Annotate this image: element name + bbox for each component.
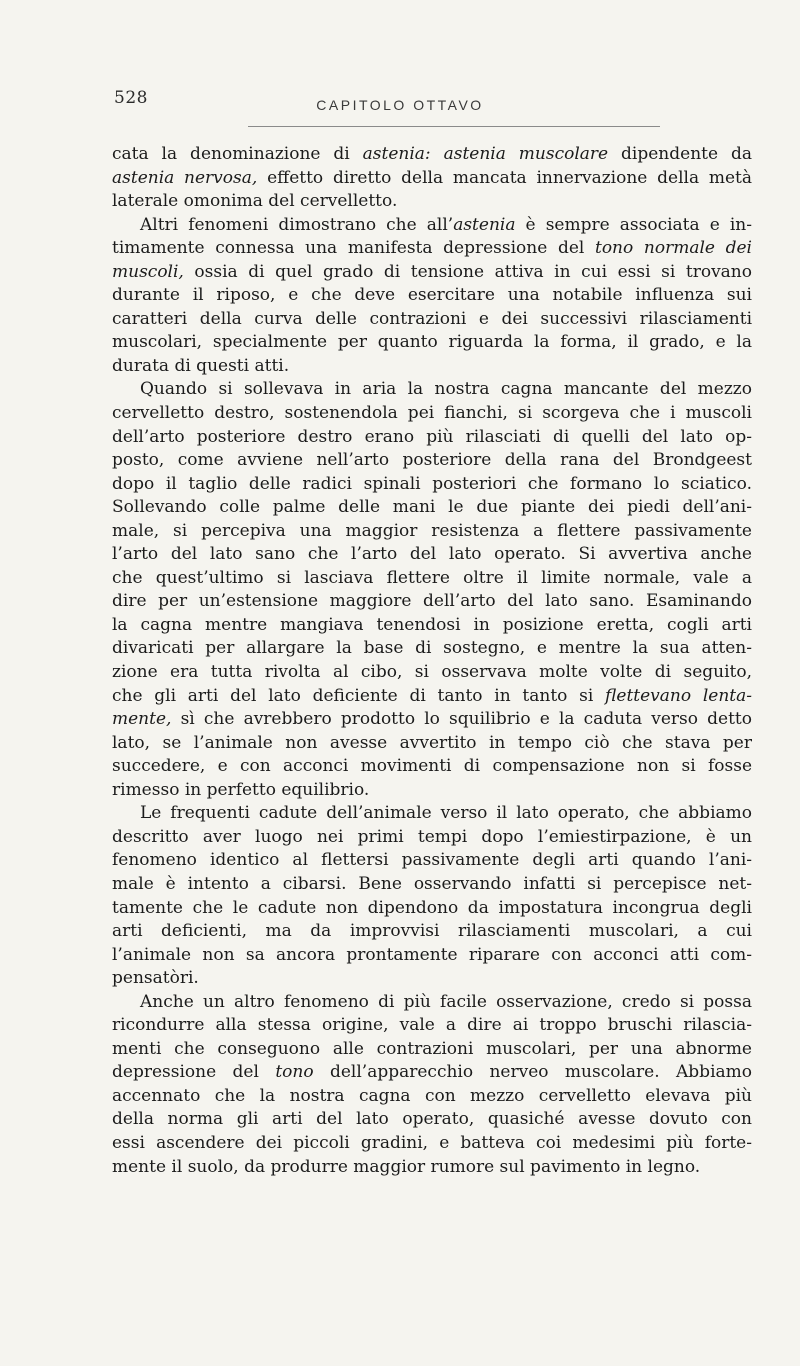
text-line	[112, 355, 752, 379]
italic-span: mente,	[112, 709, 172, 730]
text-span: la cagna mentre mangiava tenendosi in posizione eretta, cogli arti	[112, 614, 752, 635]
text-line	[112, 214, 752, 238]
italic-span: flettevano lenta-	[605, 685, 752, 706]
text-span: depressione del	[112, 1062, 276, 1083]
text-span: dopo il taglio delle radici spinali posteriori che formano lo sciatico.	[112, 473, 752, 494]
text-line	[112, 685, 752, 709]
text-line	[112, 779, 752, 803]
text-line	[112, 1061, 752, 1085]
text-line	[112, 590, 752, 614]
text-span: che gli arti del lato deficiente di tanto in tanto si	[112, 685, 606, 706]
paragraph	[112, 378, 752, 802]
body-text	[112, 143, 752, 1179]
text-span: dell’apparecchio nerveo muscolare. Abbiamo	[313, 1062, 752, 1083]
text-span: posto, come avviene nell’arto posteriore della rana del Brondgeest	[112, 450, 752, 471]
text-span: tamente che le cadute non dipendono da impostatura incongrua degli	[112, 897, 752, 918]
text-span: cata la denominazione di	[112, 144, 363, 164]
text-line	[112, 802, 752, 826]
italic-span: astenia	[453, 214, 516, 235]
text-span: descritto aver luogo nei primi tempi dopo l’emiestirpazione, è un	[112, 826, 752, 847]
text-span: durante il riposo, e che deve esercitare una notabile influenza sui	[112, 285, 752, 306]
text-line	[112, 873, 752, 897]
paragraph	[112, 214, 752, 379]
italic-span: muscoli,	[112, 261, 184, 282]
text-span: l’animale non sa ancora prontamente riparare con acconci atti com-	[112, 944, 752, 965]
text-span: divaricati per allargare la base di sostegno, e mentre la sua atten-	[112, 638, 752, 659]
text-span: l’arto del lato sano che l’arto del lato operato. Si avvertiva anche	[112, 544, 752, 565]
text-line	[112, 402, 752, 426]
text-line	[112, 755, 752, 779]
text-line	[112, 378, 752, 402]
text-span: menti che conseguono alle contrazioni muscolari, per una abnorme	[112, 1038, 752, 1059]
text-span: laterale omonima del cervelletto.	[112, 191, 398, 212]
text-line	[112, 143, 752, 167]
text-span: fenomeno identico al flettersi passivamente degli arti quando l’ani-	[112, 850, 752, 871]
text-span: effetto diretto della mancata innervazione della metà	[257, 167, 752, 188]
text-span: dipendente da	[608, 144, 752, 164]
header-rule	[248, 126, 660, 127]
text-span: durata di questi atti.	[112, 355, 290, 376]
text-line	[112, 849, 752, 873]
text-line	[112, 920, 752, 944]
text-span: muscolari, specialmente per quanto riguarda la forma, il grado, e la	[112, 332, 752, 353]
paragraph	[112, 991, 752, 1179]
text-line	[112, 473, 752, 497]
text-span: male è intento a cibarsi. Bene osservando infatti si percepisce net-	[112, 873, 752, 894]
text-line	[112, 1038, 752, 1062]
text-span: sì che avrebbero prodotto lo squilibrio e la caduta verso detto	[171, 709, 752, 730]
text-span: dire per un’estensione maggiore dell’arto del lato sano. Esaminando	[112, 591, 752, 612]
text-span: ossia di quel grado di tensione attiva in cui essi si trovano	[183, 261, 752, 282]
page-number: 528	[114, 88, 148, 108]
text-span: ricondurre alla stessa origine, vale a dire ai troppo bruschi rilascia-	[112, 1015, 752, 1036]
text-line	[112, 1085, 752, 1109]
text-span: dell’arto posteriore destro erano più rilasciati di quelli del lato op-	[112, 426, 752, 447]
text-span: lato, se l’animale non avesse avvertito in tempo ciò che stava per	[112, 732, 752, 753]
text-span: Quando si sollevava in aria la nostra cagna mancante del mezzo	[140, 379, 752, 400]
italic-span: tono normale dei	[594, 238, 752, 259]
text-span: arti deficienti, ma da improvvisi rilasciamenti muscolari, a cui	[112, 921, 752, 942]
text-line	[112, 543, 752, 567]
text-line	[112, 308, 752, 332]
text-line	[112, 520, 752, 544]
text-line	[112, 661, 752, 685]
text-line	[112, 449, 752, 473]
text-line	[112, 1156, 752, 1180]
text-span: mente il suolo, da produrre maggior rumore sul pavimento in legno.	[112, 1156, 701, 1177]
text-line	[112, 732, 752, 756]
text-span: zione era tutta rivolta al cibo, si osservava molte volte di seguito,	[112, 662, 752, 683]
text-span: Altri fenomeni dimostrano che all’	[140, 214, 454, 235]
text-line	[112, 1014, 752, 1038]
text-span: Anche un altro fenomeno di più facile osservazione, credo si possa	[140, 991, 752, 1012]
text-line	[112, 944, 752, 968]
text-line	[112, 897, 752, 921]
text-line	[112, 426, 752, 450]
paragraph	[112, 802, 752, 990]
text-line	[112, 1132, 752, 1156]
text-line	[112, 708, 752, 732]
text-line	[112, 167, 752, 191]
text-span: succedere, e con acconci movimenti di compensazione non si fosse	[112, 756, 752, 777]
text-line	[112, 331, 752, 355]
text-span: pensatòri.	[112, 968, 199, 989]
text-line	[112, 826, 752, 850]
text-line	[112, 967, 752, 991]
text-line	[112, 496, 752, 520]
text-span: cervelletto destro, sostenendola pei fianchi, si scorgeva che i muscoli	[112, 403, 752, 424]
text-span: è sempre associata e in-	[515, 214, 753, 235]
text-line	[112, 567, 752, 591]
text-span: Sollevando colle palme delle mani le due piante dei piedi dell’ani-	[112, 497, 752, 518]
running-head: CAPITOLO OTTAVO	[316, 97, 484, 113]
text-line	[112, 637, 752, 661]
paragraph	[112, 143, 752, 214]
text-line	[112, 614, 752, 638]
text-line	[112, 991, 752, 1015]
text-line	[112, 190, 752, 214]
italic-span: astenia nervosa,	[112, 167, 258, 188]
text-span: accennato che la nostra cagna con mezzo cervelletto elevava più	[112, 1085, 752, 1106]
text-line	[112, 261, 752, 285]
italic-span: astenia: astenia muscolare	[362, 144, 609, 164]
text-span: della norma gli arti del lato operato, quasiché avesse dovuto con	[112, 1109, 752, 1130]
text-span: caratteri della curva delle contrazioni e dei successivi rilasciamenti	[112, 308, 752, 329]
text-span: che quest’ultimo si lasciava flettere oltre il limite normale, vale a	[112, 567, 752, 588]
text-line	[112, 1108, 752, 1132]
italic-span: tono	[275, 1062, 314, 1083]
text-span: male, si percepiva una maggior resistenza a flettere passivamente	[112, 520, 752, 541]
text-span: Le frequenti cadute dell’animale verso il lato operato, che abbiamo	[140, 803, 752, 824]
text-line	[112, 284, 752, 308]
text-span: essi ascendere dei piccoli gradini, e batteva coi medesimi più forte-	[112, 1132, 752, 1153]
text-span: timamente connessa una manifesta depressione del	[112, 238, 595, 259]
text-span: rimesso in perfetto equilibrio.	[112, 779, 370, 800]
text-line	[112, 237, 752, 261]
